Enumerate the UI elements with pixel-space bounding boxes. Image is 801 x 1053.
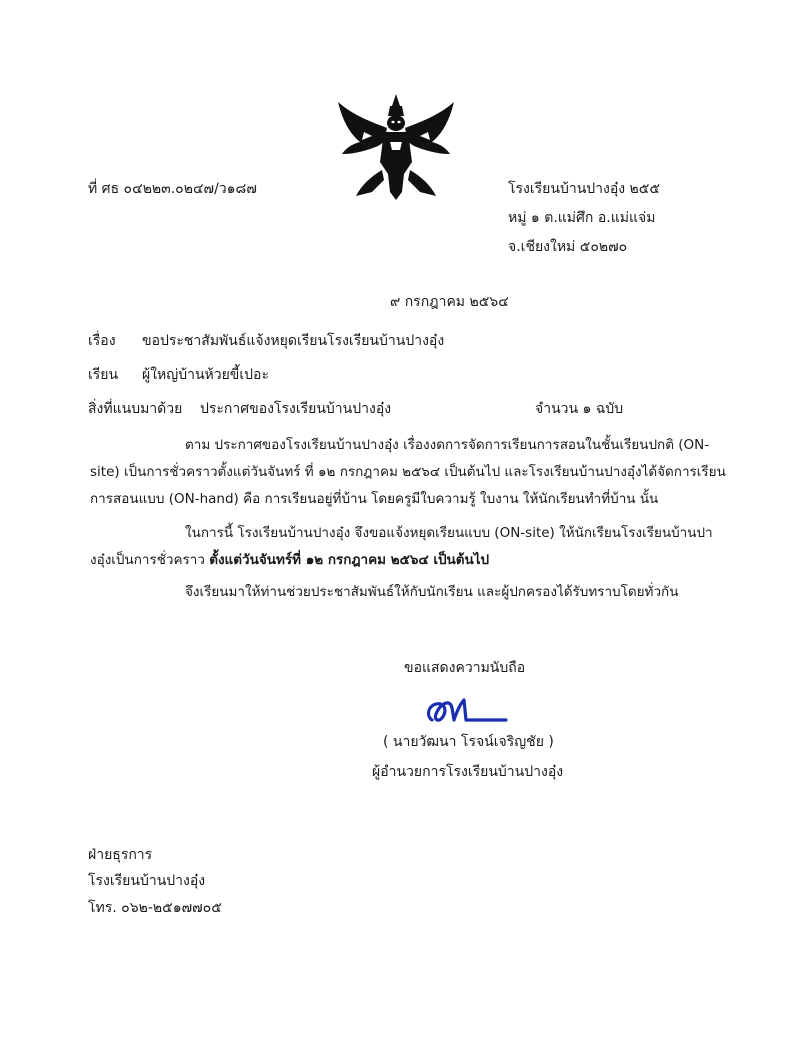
body-paragraph-3: จึงเรียนมาให้ท่านช่วยประชาสัมพันธ์ให้กับนักเรียน และผู้ปกครองได้รับทราบโดยทั่วกัน — [185, 584, 679, 600]
body-paragraph-1 — [90, 432, 730, 513]
footer-phone: โทร. ๐๖๒-๒๕๑๗๗๐๕ — [88, 900, 222, 916]
body-paragraph-2 — [90, 520, 730, 574]
recipient-text: ผู้ใหญ่บ้านห้วยขี้เปอะ — [142, 367, 269, 383]
closing-phrase: ขอแสดงความนับถือ — [404, 660, 526, 676]
attachment-label: สิ่งที่แนบมาด้วย — [88, 401, 183, 417]
subject-label: เรื่อง — [88, 333, 116, 349]
footer-department: ฝ่ายธุรการ — [88, 847, 153, 863]
garuda-emblem-icon — [332, 92, 460, 202]
body-paragraph-2-text: ในการนี้ โรงเรียนบ้านปางอุ๋ง จึงขอแจ้งหยุดเรียนแบบ (ON-site) ให้นักเรียนโรงเรียนบ้านปางอุ๋งเป็นการชั่วคราว — [90, 525, 713, 568]
attachment-quantity: จำนวน ๑ ฉบับ — [535, 401, 624, 417]
signature-icon — [420, 690, 510, 730]
reference-number: ที่ ศธ ๐๔๒๒๓.๐๒๔๗/ว๑๘๗ — [88, 181, 257, 197]
signer-title: ผู้อำนวยการโรงเรียนบ้านปางอุ๋ง — [372, 764, 564, 780]
body-paragraph-2-emphasis: ตั้งแต่วันจันทร์ที่ ๑๒ กรกฎาคม ๒๕๖๔ เป็นต้นไป — [209, 552, 490, 568]
signer-name: ( นายวัฒนา โรจน์เจริญชัย ) — [383, 734, 554, 750]
attachment-text: ประกาศของโรงเรียนบ้านปางอุ๋ง — [200, 401, 392, 417]
school-address-line-1: โรงเรียนบ้านปางอุ๋ง ๒๕๕ — [508, 181, 660, 197]
recipient-label: เรียน — [88, 367, 119, 383]
school-address-line-3: จ.เชียงใหม่ ๕๐๒๗๐ — [508, 239, 628, 255]
footer-school: โรงเรียนบ้านปางอุ๋ง — [88, 873, 206, 889]
school-address-line-2: หมู่ ๑ ต.แม่ศึก อ.แม่แจ่ม — [508, 210, 656, 226]
letter-date: ๙ กรกฎาคม ๒๕๖๔ — [390, 294, 509, 310]
body-paragraph-1-text: ตาม ประกาศของโรงเรียนบ้านปางอุ๋ง เรื่องงดการจัดการเรียนการสอนในชั้นเรียนปกติ (ON-site) เป็นการชั่วคราวตั้งแต่วันจันทร์ ที่ ๑๒ กรกฎาคม ๒๕๖๔ เป็นต้นไป และโรงเรียนบ้านปางอุ๋งได้จัดการเรียนการสอนแบบ (ON-hand) คือ การเรียนอยู่ที่บ้าน โดยครูมีใบความรู้ ใบงาน ให้นักเรียนทำที่บ้าน นั้น — [90, 437, 726, 507]
subject-text: ขอประชาสัมพันธ์แจ้งหยุดเรียนโรงเรียนบ้านปางอุ๋ง — [142, 333, 445, 349]
